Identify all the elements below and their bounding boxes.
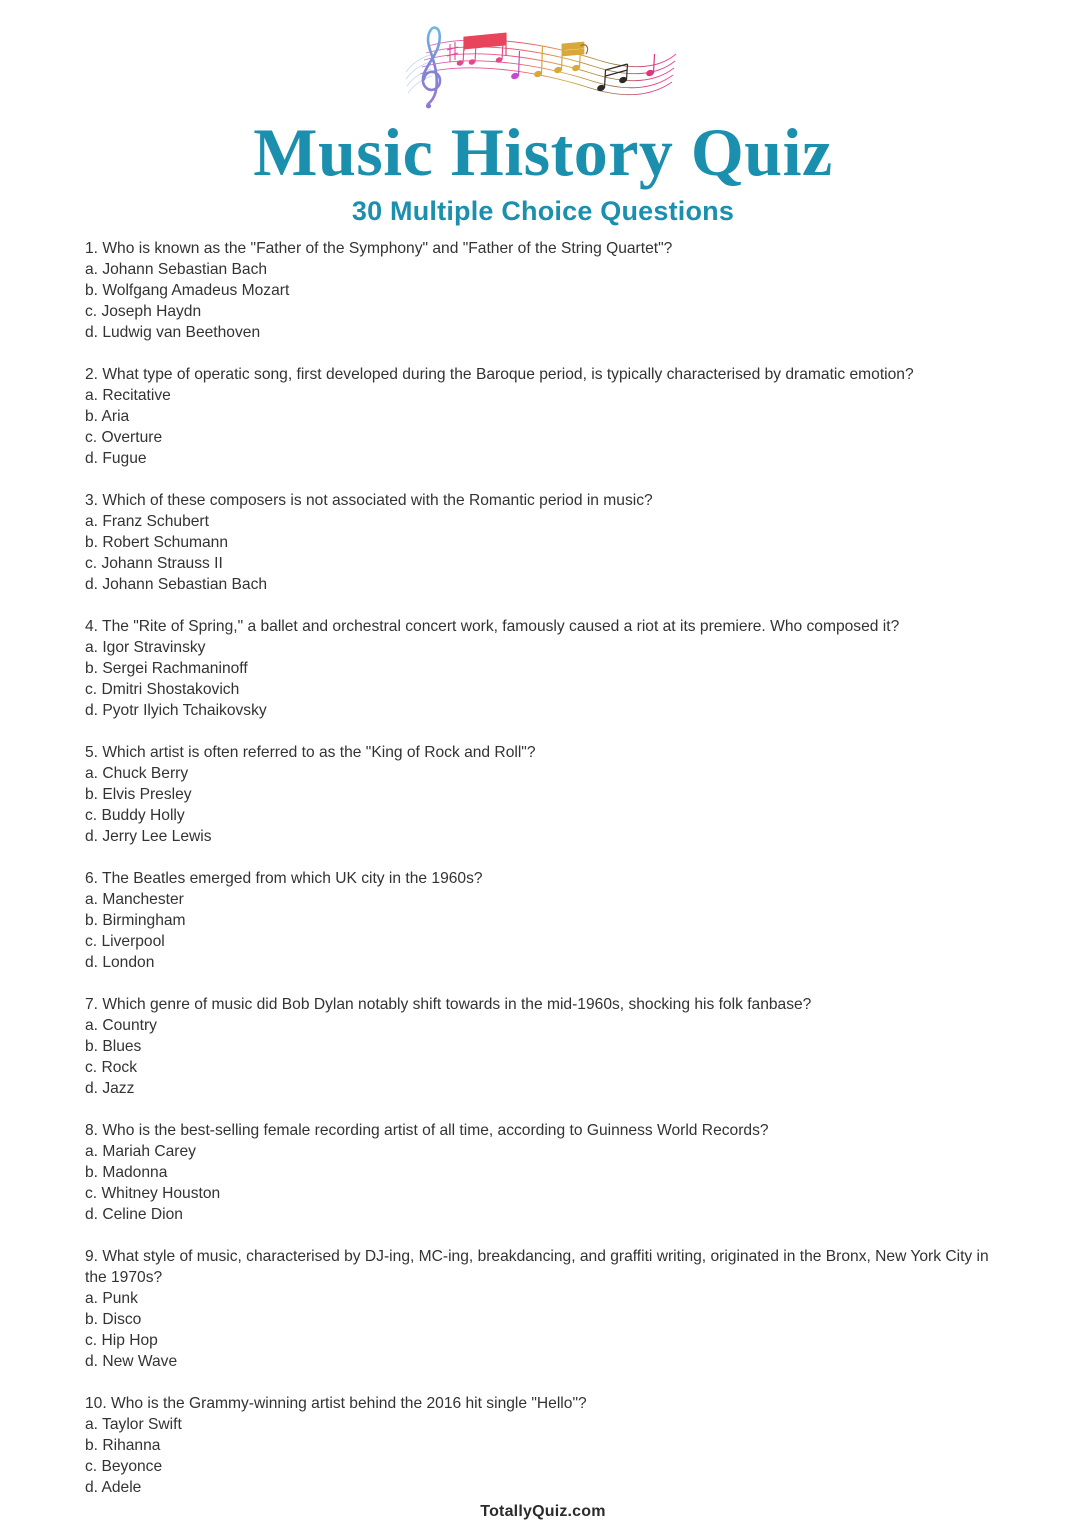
answer-option[interactable]: d. Adele (85, 1479, 142, 1496)
music-staff-notes-graphic (398, 18, 688, 114)
question-text: 5. Which artist is often referred to as the "King of Rock and Roll"? (85, 744, 536, 761)
answer-option[interactable]: a. Mariah Carey (85, 1143, 196, 1160)
answer-option[interactable]: c. Hip Hop (85, 1332, 158, 1349)
answer-option[interactable]: b. Madonna (85, 1164, 168, 1181)
answer-option[interactable]: d. Johann Sebastian Bach (85, 576, 268, 593)
answer-option[interactable]: d. Jerry Lee Lewis (85, 828, 212, 845)
answer-option[interactable]: b. Rihanna (85, 1437, 161, 1454)
answer-option[interactable]: b. Birmingham (85, 912, 186, 929)
answer-option[interactable]: b. Blues (85, 1038, 142, 1055)
answer-option[interactable]: c. Rock (85, 1059, 137, 1076)
answer-option[interactable]: b. Sergei Rachmaninoff (85, 660, 248, 677)
answer-option[interactable]: b. Aria (85, 408, 130, 425)
answer-option[interactable]: b. Wolfgang Amadeus Mozart (85, 282, 290, 299)
question-text: 4. The "Rite of Spring," a ballet and orchestral concert work, famously caused a riot at its premiere. Who composed it? (85, 618, 900, 635)
answer-option[interactable]: a. Recitative (85, 387, 171, 404)
answer-option[interactable]: d. Jazz (85, 1080, 135, 1097)
answer-option[interactable]: c. Beyonce (85, 1458, 163, 1475)
page-subtitle: 30 Multiple Choice Questions (351, 196, 735, 226)
site-name-label: TotallyQuiz.com (480, 1503, 606, 1520)
answer-option[interactable]: a. Igor Stravinsky (85, 639, 206, 656)
question-block (85, 238, 995, 343)
question-block (85, 616, 995, 721)
answer-option[interactable]: d. Celine Dion (85, 1206, 183, 1223)
answer-option[interactable]: d. New Wave (85, 1353, 178, 1370)
answer-option[interactable]: d. Fugue (85, 450, 147, 467)
answer-option[interactable]: a. Country (85, 1017, 157, 1034)
answer-option[interactable]: c. Whitney Houston (85, 1185, 221, 1202)
question-block (85, 1393, 995, 1498)
answer-option[interactable]: b. Elvis Presley (85, 786, 192, 803)
question-block (85, 1246, 995, 1372)
answer-option[interactable]: c. Overture (85, 429, 163, 446)
question-block (85, 868, 995, 973)
answer-option[interactable]: c. Liverpool (85, 933, 165, 950)
question-block (85, 994, 995, 1099)
question-text: 8. Who is the best-selling female recording artist of all time, according to Guinness World Records? (85, 1122, 769, 1139)
answer-option[interactable]: a. Taylor Swift (85, 1416, 182, 1433)
answer-option[interactable]: a. Franz Schubert (85, 513, 209, 530)
page-header (0, 0, 1086, 225)
answer-option[interactable]: c. Johann Strauss II (85, 555, 223, 572)
question-text: 9. What style of music, characterised by DJ-ing, MC-ing, breakdancing, and graffiti writing, originated in the Bronx, New York City in the 1970s? (85, 1248, 989, 1286)
question-text: 10. Who is the Grammy-winning artist behind the 2016 hit single "Hello"? (85, 1395, 587, 1412)
question-text: 6. The Beatles emerged from which UK city in the 1960s? (85, 870, 483, 887)
answer-option[interactable]: c. Dmitri Shostakovich (85, 681, 240, 698)
answer-option[interactable]: d. Ludwig van Beethoven (85, 324, 261, 341)
question-text: 2. What type of operatic song, first developed during the Baroque period, is typically characterised by dramatic emotion? (85, 366, 914, 383)
page-footer (0, 1503, 1086, 1521)
answer-option[interactable]: a. Johann Sebastian Bach (85, 261, 268, 278)
question-text: 7. Which genre of music did Bob Dylan notably shift towards in the mid-1960s, shocking his folk fanbase? (85, 996, 812, 1013)
page-title: Music History Quiz (253, 114, 833, 190)
question-block (85, 742, 995, 847)
question-text: 3. Which of these composers is not associated with the Romantic period in music? (85, 492, 653, 509)
answer-option[interactable]: b. Disco (85, 1311, 142, 1328)
answer-option[interactable]: a. Punk (85, 1290, 138, 1307)
answer-option[interactable]: b. Robert Schumann (85, 534, 229, 551)
questions-list (85, 238, 995, 1519)
answer-option[interactable]: a. Manchester (85, 891, 184, 908)
question-text: 1. Who is known as the "Father of the Symphony" and "Father of the String Quartet"? (85, 240, 673, 257)
answer-option[interactable]: c. Joseph Haydn (85, 303, 202, 320)
question-block (85, 490, 995, 595)
answer-option[interactable]: c. Buddy Holly (85, 807, 185, 824)
answer-option[interactable]: a. Chuck Berry (85, 765, 189, 782)
answer-option[interactable]: d. London (85, 954, 155, 971)
question-block (85, 364, 995, 469)
question-block (85, 1120, 995, 1225)
answer-option[interactable]: d. Pyotr Ilyich Tchaikovsky (85, 702, 267, 719)
